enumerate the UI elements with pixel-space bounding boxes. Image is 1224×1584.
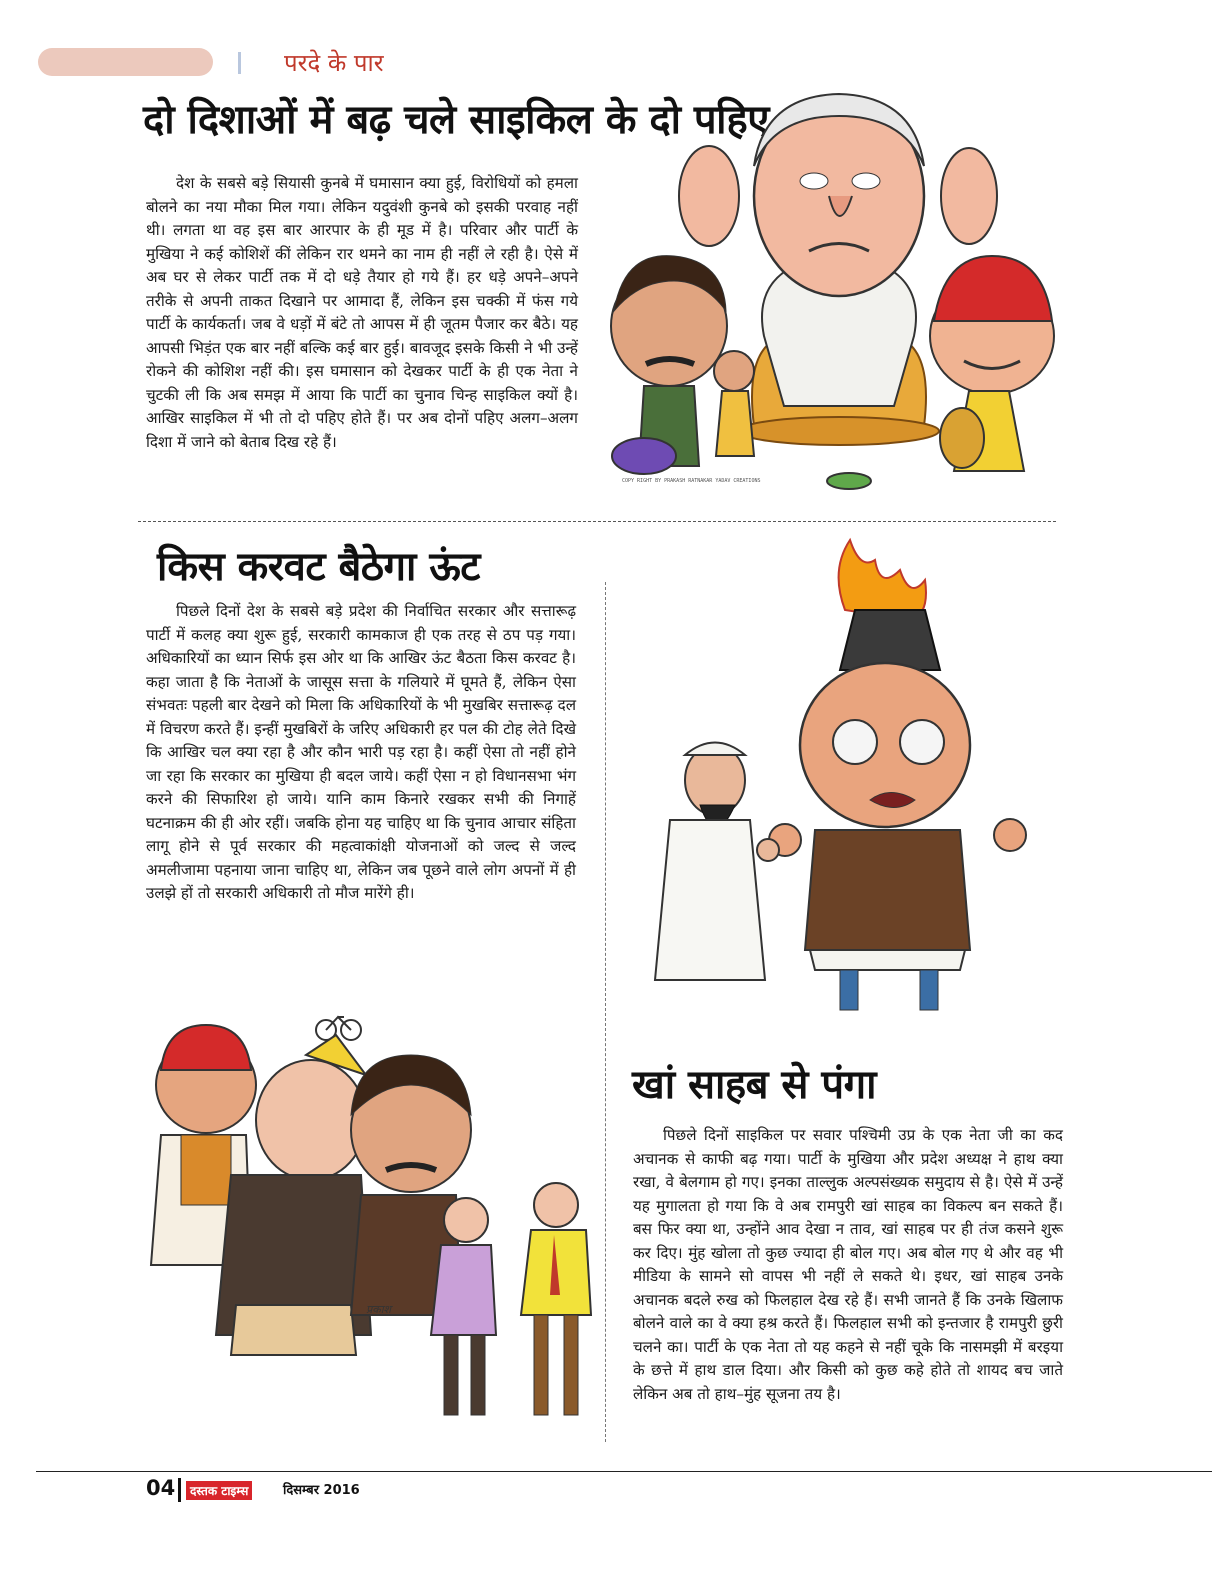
section-title: परदे के पार — [284, 49, 384, 77]
cartoon-1-credit: COPY RIGHT BY PRAKASH RATNAKAR YADAV CREATIONS — [622, 478, 761, 484]
section-pill — [38, 48, 213, 76]
article-3-body: पिछले दिनों साइकिल पर सवार पश्चिमी उप्र के एक नेता जी का कद अचानक से काफी बढ़ गया। पार्टी के मुखिया और प्रदेश अध्यक्ष ने हाथ क्या रखा, वे बेलगाम हो गए। इनका ताल्लुक अल्पसंख्यक समुदाय से है। ऐसे में उन्हें यह मुगालता हो गया कि वे अब रामपुरी खां साहब का विकल्प बन सकते हैं। बस फिर क्या था, उन्होंने आव देखा न ताव, खां साहब पर ही तंज कसने शुरू कर दिए। मुंह खोला तो कुछ ज्यादा ही बोल गए। अब बोल गए थे और वह भी मीडिया के सामने सो वापस भी नहीं ले सकते थे। इधर, खां साहब उनके अचानक बदले रुख को फिलहाल देख रहे हैं। सभी जानते हैं कि उनके खिलाफ बोलने वाले का वे क्या हश्र करते हैं। फिलहाल सभी को इन्तजार है रामपुरी छुरी चलने का। पार्टी के एक नेता तो यह कहने से नहीं चूके कि नासमझी में बरइया के छत्ते में हाथ डाल दिया। और किसी को कुछ कहे होते तो शायद बच जाते लेकिन अब तो हाथ–मुंह सूजना तय है। — [633, 1126, 1063, 1403]
cartoon-leaders-group-illustration — [136, 1005, 606, 1435]
elder-eye-left — [800, 173, 828, 189]
group-leader-1-vest — [181, 1135, 231, 1205]
glasses-left — [833, 720, 877, 764]
article-2-body: पिछले दिनों देश के सबसे बड़े प्रदेश की निर्वाचित सरकार और सत्तारूढ़ पार्टी में कलह क्या शुरू हुई, सरकारी कामकाज ही एक तरह से ठप पड़ गया। अधिकारियों का ध्यान सिर्फ इस ओर था कि आखिर ऊंट बैठता किस करवट है। कहा जाता है कि नेताओं के जासूस सत्ता के गलियारे में घूमते हैं, लेकिन ऐसा संभवतः पहली बार देखने को मिला कि अधिकारियों के भी मुखबिर सत्तारूढ़ दल में विचरण करते हैं। इन्हीं मुखबिरों के जरिए अधिकारी हर पल की टोह लेते दिखे कि आखिर चल क्या रहा है और कौन भारी पड़ रहा है। कहीं ऐसा तो नहीं होने जा रहा कि सरकार का मुखिया ही बदल जाये। कहीं ऐसा न हो विधानसभा भंग करने की सिफारिश हो जाये। यानि काम किनारे रखकर सभी की निगाहें घटनाक्रम की ही ओर रहीं। जबकि होना यह चाहिए था कि चुनाव आचार संहिता लागू होने से पूर्व सरकार की महत्वाकांक्षी योजनाओं को जल्द से जल्द अमलीजामा पहनाया जाना चाहिए था, लेकिन जब पूछने वाले लोग अपनों में ही उलझे हों तो सरकारी अधिकारी तो मौज मारेंगे ही। — [146, 602, 576, 902]
article-3-headline: खां साहब से पंगा — [632, 1062, 876, 1108]
glasses-right — [900, 720, 944, 764]
stool — [827, 473, 871, 489]
article-1-headline: दो दिशाओं में बढ़ चले साइकिल के दो पहिए — [143, 97, 769, 143]
small-figure-body — [716, 391, 754, 456]
right-leader-cap — [934, 256, 1052, 321]
group-leader-2-dhoti — [231, 1305, 356, 1355]
bearded-man-kurta — [655, 820, 765, 980]
right-leader-drum — [940, 408, 984, 468]
small-man-2-leg-left — [534, 1315, 548, 1415]
footer-divider — [178, 1478, 181, 1502]
small-man-1-shirt — [431, 1245, 496, 1335]
bicycle-icon — [316, 1017, 361, 1040]
small-man-1-leg-left — [444, 1335, 458, 1415]
fez-cap — [840, 610, 940, 670]
section-separator-horizontal — [138, 521, 1056, 522]
magazine-brand-logo: दस्तक टाइम्स — [186, 1481, 252, 1500]
elder-right-ear — [941, 148, 997, 244]
small-man-2-head — [534, 1183, 578, 1227]
angry-leader-vest — [805, 830, 970, 950]
article-2-headline: किस करवट बैठेगा ऊंट — [157, 544, 480, 590]
article-1-body: देश के सबसे बड़े सियासी कुनबे में घमासान क्या हुई, विरोधियों को हमला बोलने का नया मौका मिल गया। लेकिन यदुवंशी कुनबे को इसकी परवाह नहीं थी। लगता था वह इस बार आरपार के ही मूड में है। परिवार और पार्टी के मुखिया ने कई कोशिशें कीं लेकिन रार थमने का नाम ही नहीं ले रही है। ऐसे में अब घर से लेकर पार्टी तक में दो धड़े तैयार हो गये हैं। हर धड़े अपने–अपने तरीके से अपनी ताकत दिखाने पर आमादा हैं, लेकिन इस चक्की में फंस गये पार्टी के कार्यकर्ता। जब वे धड़ों में बंटे तो आपस में ही जूतम पैजार कर बैठे। यह आपसी भिड़ंत एक बार नहीं बल्कि कई बार हुई। बावजूद इसके किसी ने भी उन्हें रोकने की कोशिश नहीं की। इस घमासान को देखकर पार्टी के ही एक नेता ने चुटकी ली कि अब समझ में आया कि पार्टी का चुनाव चिन्ह साइकिल क्यों है। आखिर साइकिल में भी तो दो पहिए होते हैं। पर अब दोनों पहिए अलग–अलग दिशा में जाने को बेताब दिख रहे हैं। — [146, 174, 578, 451]
cartoon-3-signature: प्रकाश — [366, 1303, 392, 1316]
section-divider — [238, 52, 241, 74]
fist-right — [994, 819, 1026, 851]
leg-right — [920, 970, 938, 1010]
angry-leader-dhoti — [810, 950, 965, 970]
flame-icon — [839, 540, 926, 620]
page-number: 04 — [146, 1476, 176, 1500]
small-man-1-leg-right — [471, 1335, 485, 1415]
pointing-hand — [757, 839, 779, 861]
cartoon-family-feud-illustration — [604, 86, 1074, 498]
elder-eye-right — [852, 173, 880, 189]
small-man-2-leg-right — [564, 1315, 578, 1415]
group-leader-1-cap — [161, 1025, 251, 1070]
cartoon-angry-leader-illustration — [640, 530, 1060, 1030]
elder-left-ear — [679, 146, 739, 246]
throne-base — [739, 417, 939, 445]
bearded-man-cap — [685, 743, 745, 756]
small-figure-head — [714, 351, 754, 391]
left-leader-wheel — [612, 438, 676, 474]
group-leader-2-head — [256, 1060, 366, 1180]
leg-left — [840, 970, 858, 1010]
issue-date: दिसम्बर 2016 — [283, 1483, 360, 1498]
small-man-1-head — [444, 1198, 488, 1242]
footer-rule — [36, 1471, 1212, 1472]
